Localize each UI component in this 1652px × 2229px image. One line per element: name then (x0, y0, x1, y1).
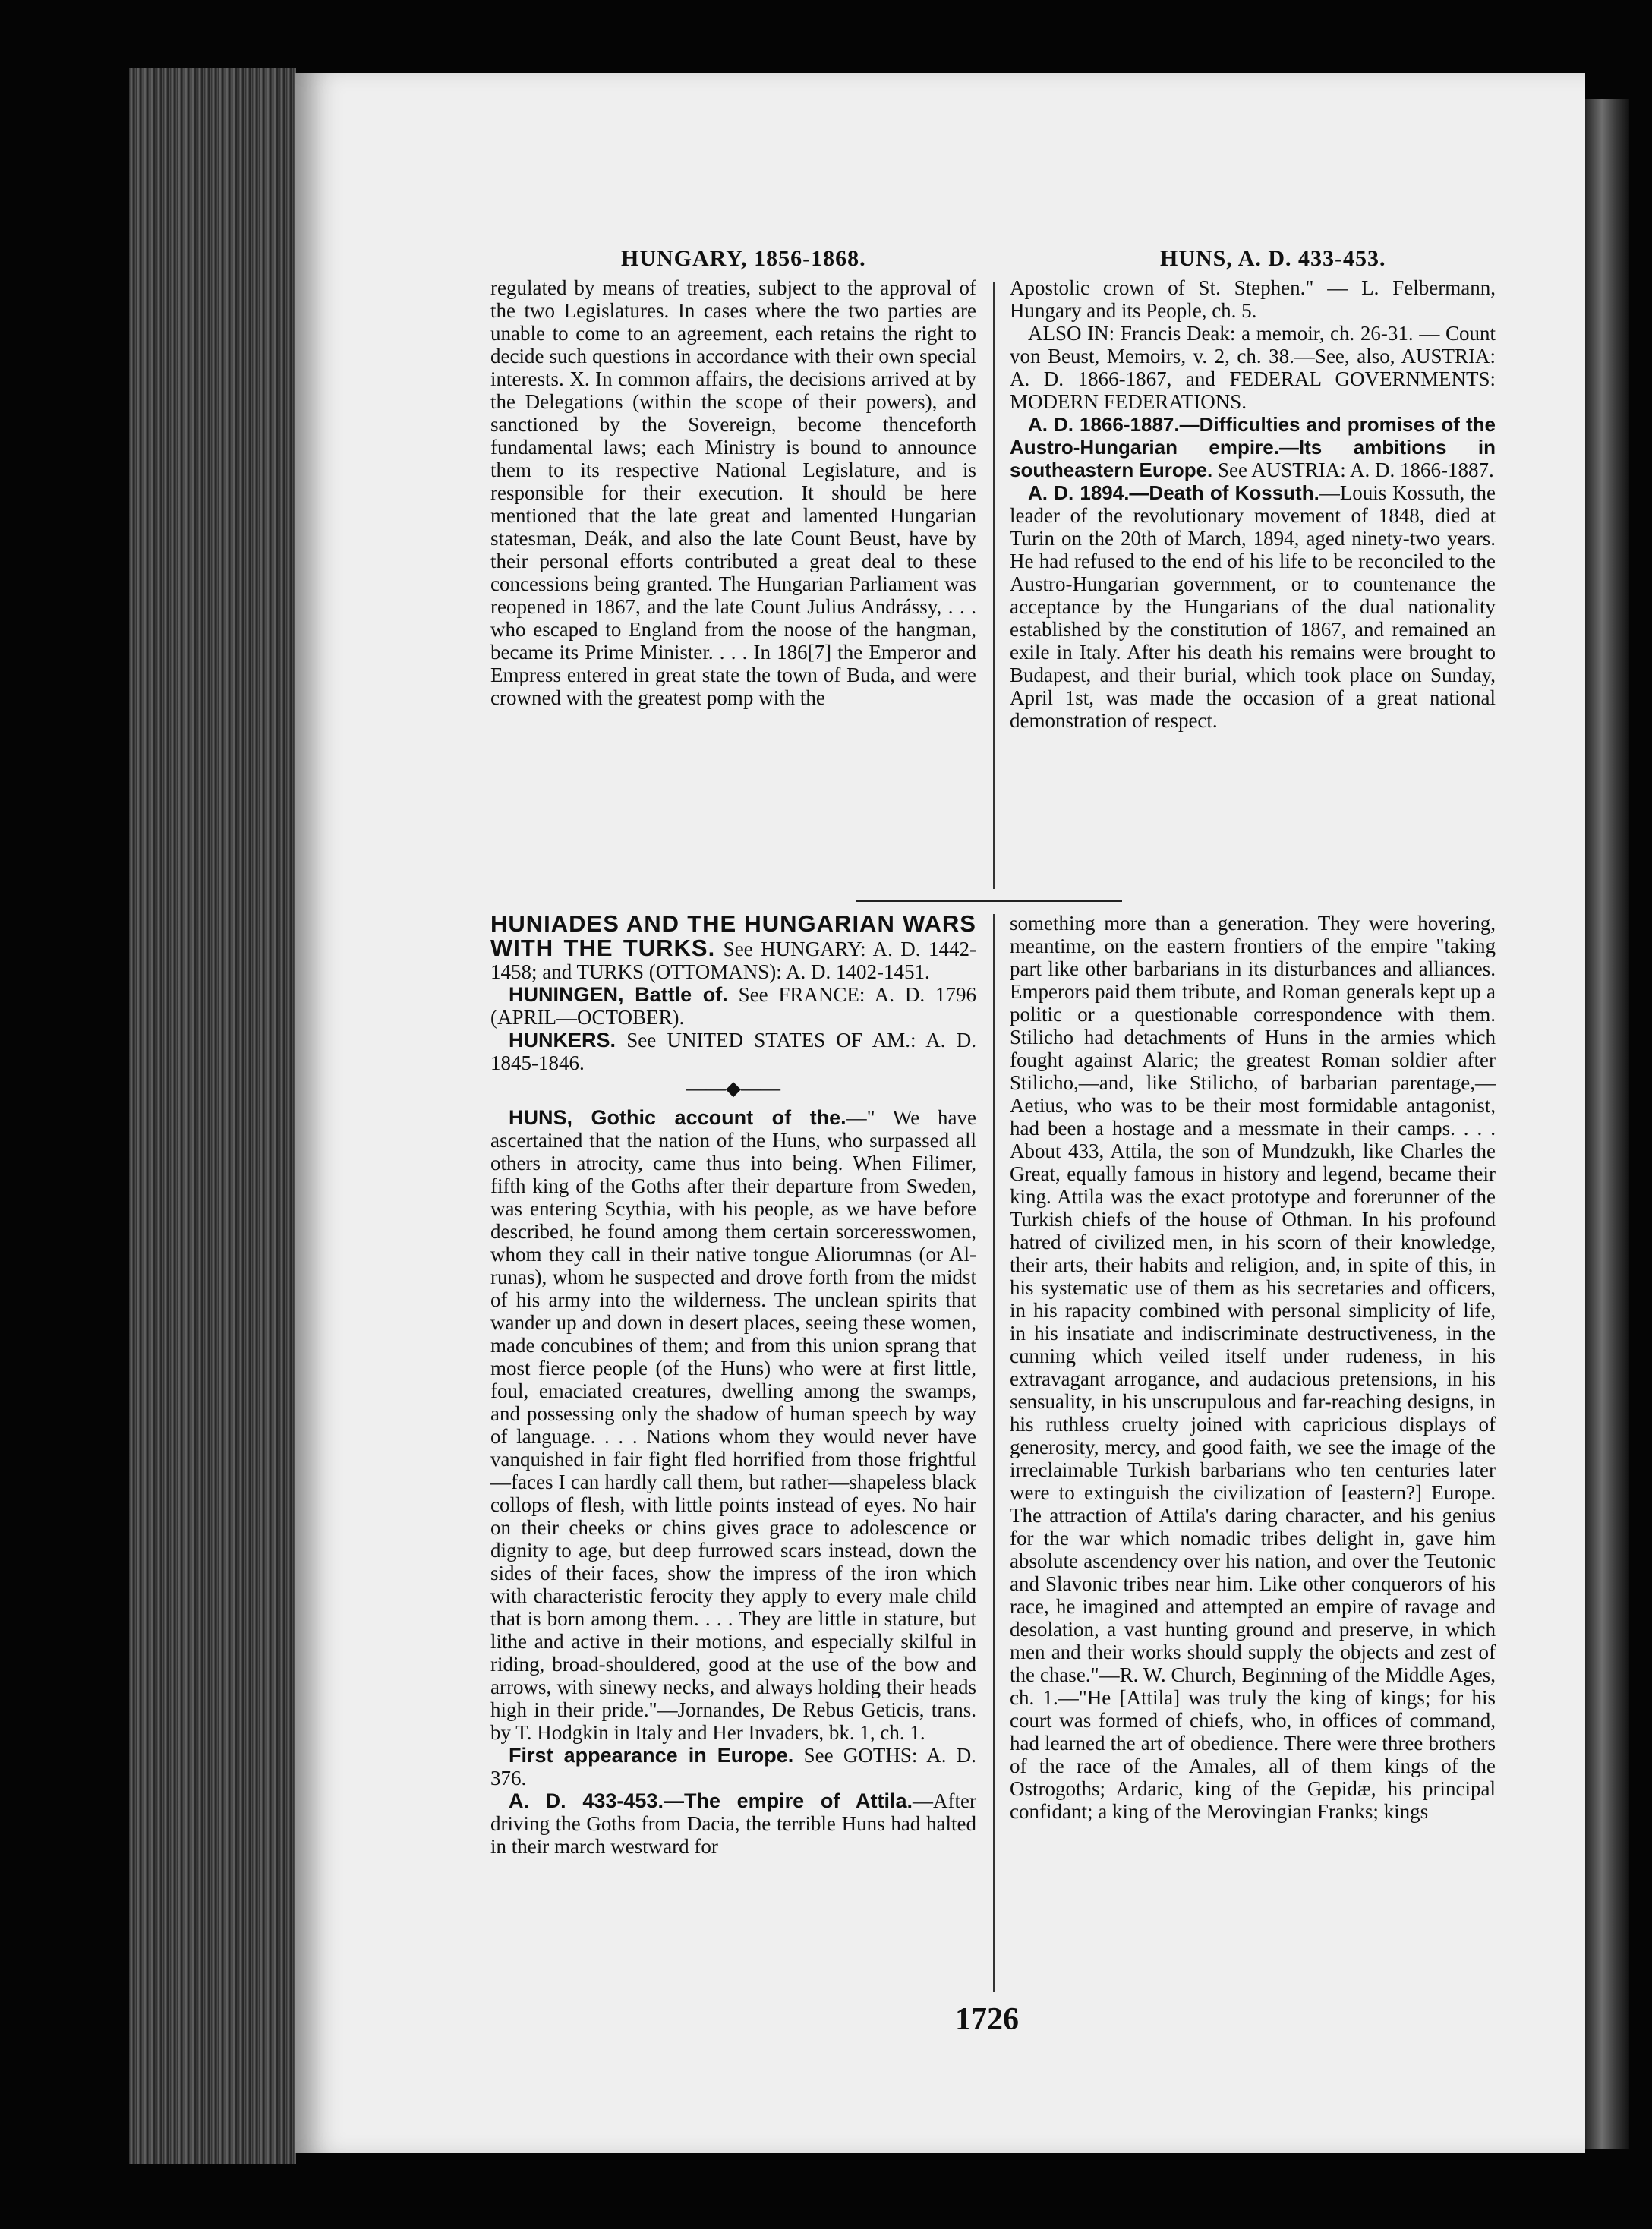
paragraph-treaties: regulated by means of treaties, subject to the approval of the two Legislatures. In cases where the two parties are unable to come to an agreement, each retains the right to decide such questions in accordance with their own special interests. X. In common affairs, the decisions arrived at by the Delegations (within the scope of their powers), and sanctioned by the Sovereign, become thenceforth fundamental laws; each Ministry is bound to announce them to its respective National Legislature, and is responsible for their execution. It should be here mentioned that the late great and lamented Hungarian statesman, Deák, and also the late Count Beust, have by their personal efforts contributed a great deal to these concessions being granted. The Hungarian Parliament was reopened in 1867, and the late Count Julius Andrássy, . . . who escaped to England from the noose of the hangman, became its Prime Minister. . . . In 186[7] the Emperor and Empress entered in great state the town of Buda, and were crowned with the greatest pomp with the (490, 276, 976, 709)
page-number: 1726 (955, 2002, 1019, 2037)
entry-1894 (1010, 481, 1496, 732)
entry-text-attila: —After driving the Goths from Dacia, the terrible Huns had halted in their march westward for (490, 1789, 976, 1858)
running-head-right: HUNS, A. D. 433-453. (1160, 246, 1386, 271)
entry-huniades (490, 912, 976, 983)
entry-text-huningen: See FRANCE: A. D. 1796 (APRIL—OCTOBER). (490, 983, 976, 1029)
entry-heading-hunkers: HUNKERS. (509, 1029, 616, 1051)
entry-text-huniades: See HUNGARY: A. D. 1442-1458; and TURKS (OTTOMANS): A. D. 1402-1451. (490, 938, 976, 983)
ornament-divider: ——◆—— (686, 1077, 780, 1099)
column-divider-top (993, 282, 995, 889)
entry-text-1866-1887: See AUSTRIA: A. D. 1866-1887. (1212, 459, 1494, 481)
book-page (295, 73, 1585, 2153)
entry-huningen (490, 983, 976, 1029)
book-page-edges (129, 68, 296, 2164)
column-bottom-left (490, 912, 976, 1990)
column-top-right (1010, 276, 1496, 888)
entry-heading-first-appearance: First appearance in Europe. (509, 1744, 794, 1767)
paragraph-apostolic-crown: Apostolic crown of St. Stephen." — L. Felbermann, Hungary and its People, ch. 5. (1010, 276, 1496, 322)
entry-heading-1894: A. D. 1894.—Death of Kossuth. (1028, 481, 1319, 504)
paragraph-also-in: ALSO IN: Francis Deak: a memoir, ch. 26-31. — Count von Beust, Memoirs, v. 2, ch. 38.—See, also, AUSTRIA: A. D. 1866-1867, and FEDERAL GOVERNMENTS: MODERN FEDERATIONS. (1010, 322, 1496, 413)
running-head-left: HUNGARY, 1856-1868. (621, 246, 866, 271)
column-top-left (490, 276, 976, 888)
entry-text-first-appearance: See GOTHS: A. D. 376. (490, 1744, 976, 1789)
entry-huns-gothic (490, 1106, 976, 1744)
entry-heading-1866-1887: A. D. 1866-1887.—Difficulties and promises of the Austro-Hungarian empire.—Its ambitions in southeastern Europe. (1010, 413, 1496, 481)
entry-heading-attila: A. D. 433-453.—The empire of Attila. (509, 1789, 913, 1812)
column-bottom-right (1010, 912, 1496, 1990)
column-divider-bottom (993, 914, 995, 1992)
entry-hunkers (490, 1029, 976, 1074)
entry-text-hunkers: See UNITED STATES OF AM.: A. D. 1845-1846. (490, 1029, 976, 1074)
book-right-edge (1584, 99, 1629, 2149)
entry-attila (490, 1789, 976, 1858)
entry-text-1894: —Louis Kossuth, the leader of the revolutionary movement of 1848, died at Turin on the 20th of March, 1894, aged ninety-two years. He had refused to the end of his life to be reconciled to the Austro-Hungarian government, or to countenance the acceptance by the Hungarians of the dual nationality established by the constitution of 1867, and remained an exile in Italy. After his death his remains were brought to Budapest, and their burial, which took place on Sunday, April 1st, was made the occasion of a great national demonstration of respect. (1010, 481, 1496, 732)
paragraph-attila-continued: something more than a generation. They were hovering, meantime, on the eastern frontiers of the empire "taking part like other barbarians in its disturbances and alliances. Emperors paid them tribute, and Roman generals kept up a politic or a questionable correspondence with them. Stilicho had detachments of Huns in the armies which fought against Alaric; the greatest Roman soldier after Stilicho,—and, like Stilicho, of barbarian parentage,—Aetius, who was to be their most formidable antagonist, had been a hostage and a messmate in their camps. . . . About 433, Attila, the son of Mundzukh, like Charles the Great, equally famous in history and legend, became their king. Attila was the exact prototype and forerunner of the Turkish chiefs of the house of Othman. In his profound hatred of civilized men, in his scorn of their knowledge, their arts, their habits and religion, and, in spite of this, in his systematic use of them as his secretaries and officers, in his rapacity combined with personal simplicity of life, in his insatiate and indiscriminate destructiveness, in the cunning which veiled itself under rudeness, in his extravagant arrogance, and audacious pretensions, in his sensuality, in his unscrupulous and far-reaching designs, in his ruthless cruelty joined with capricious displays of generosity, mercy, and good faith, we see the image of the irreclaimable Turkish barbarians who ten centuries later were to extinguish the civilization of [eastern?] Europe. The attraction of Attila's daring character, and his genius for the war which nomadic tribes delight in, gave him absolute ascendency over his nation, and over the Teutonic and Slavonic tribes near him. Like other conquerors of his race, he imagined and attempted an empire of ravage and desolation, a vast hunting ground and preserve, in which men and their works should supply the objects and zest of the chase."—R. W. Church, Beginning of the Middle Ages, ch. 1.—"He [Attila] was truly the king of kings; for his court was formed of chiefs, who, in offices of command, had learned the art of obedience. There were three brothers of the race of the Amales, all of them kings of the Ostrogoths; Ardaric, king of the Gepidæ, his principal confidant; a king of the Merovingian Franks; kings (1010, 912, 1496, 1823)
entry-heading-huningen: HUNINGEN, Battle of. (509, 983, 728, 1006)
entry-text-huns-gothic: —" We have ascertained that the nation of the Huns, who surpassed all others in atrocity, came thus into being. When Filimer, fifth king of the Goths after their departure from Sweden, was entering Scythia, with his people, as we have before described, he found among them certain sorceresswomen, whom they call in their native tongue Aliorumnas (or Al-runas), whom he suspected and drove forth from the midst of his army into the wilderness. The unclean spirits that wander up and down in desert places, seeing these women, made concubines of them; and from this union sprang that most fierce people (of the Huns) who were at first little, foul, emaciated creatures, dwelling among the swamps, and possessing only the shadow of human speech by way of language. . . . Nations whom they would never have vanquished in fair fight fled horrified from those frightful—faces I can hardly call them, but rather—shapeless black collops of flesh, with little points instead of eyes. No hair on their cheeks or chins gives grace to adolescence or dignity to age, but deep furrowed scars instead, down the sides of their faces, show the impress of the iron which with characteristic ferocity they apply to every male child that is born among them. . . . They are little in stature, but lithe and active in their motions, and especially skilful in riding, broad-shouldered, good at the use of the bow and arrows, with sinewy necks, and always holding their heads high in their pride."—Jornandes, De Rebus Geticis, trans. by T. Hodgkin in Italy and Her Invaders, bk. 1, ch. 1. (490, 1106, 976, 1744)
entry-1866-1887 (1010, 413, 1496, 481)
section-divider (856, 900, 1122, 902)
entry-heading-huniades: HUNIADES AND THE HUNGARIAN WARS WITH THE TURKS. (490, 912, 976, 961)
entry-first-appearance (490, 1744, 976, 1789)
entry-heading-huns-gothic: HUNS, Gothic account of the. (509, 1106, 846, 1129)
